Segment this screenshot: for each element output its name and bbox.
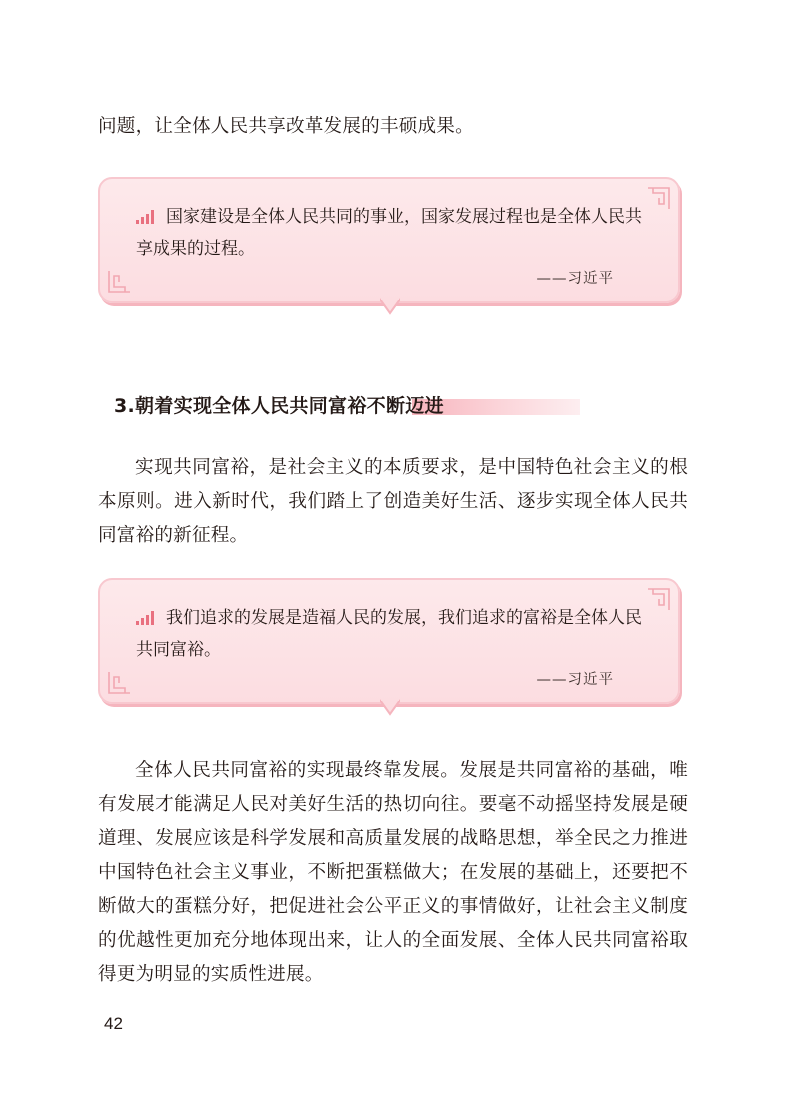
fret-corner-icon [106,269,132,295]
paragraph-development: 全体人民共同富裕的实现最终靠发展。发展是共同富裕的基础，唯有发展才能满足人民对美好生活的热切向往。要毫不动摇坚持发展是硬道理、发展应该是科学发展和高质量发展的战略思想，举全民之力推进中国特色社会主义事业，不断把蛋糕做大；在发展的基础上，还要把不断做大的蛋糕分好，把促进社会公平正义的事情做好，让社会主义制度的优越性更加充分地体现出来，让人的全面发展、全体人民共同富裕取得更为明显的实质性进展。 [98,760,688,985]
speech-tail-icon [380,698,400,718]
section-heading-text: 3.朝着实现全体人民共同富裕不断迈进 [114,395,444,417]
paragraph-continuation: 问题，让全体人民共享改革发展的丰硕成果。 [98,116,474,137]
fret-corner-icon [106,670,132,696]
quote-author: ——习近平 [536,271,614,287]
quote-box [98,578,680,704]
quote-text: 我们追求的发展是造福人民的发展，我们追求的富裕是全体人民共同富裕。 [136,608,642,660]
paragraph-common-prosperity: 实现共同富裕，是社会主义的本质要求，是中国特色社会主义的根本原则。进入新时代，我们踏上了创造美好生活、逐步实现全体人民共同富裕的新征程。 [98,457,688,546]
speech-tail-icon [380,297,400,317]
fret-corner-icon [646,586,672,612]
fret-corner-icon [646,185,672,211]
section-heading [114,391,444,421]
quote-box [98,177,680,303]
quote-text: 国家建设是全体人民共同的事业，国家发展过程也是全体人民共享成果的过程。 [136,207,642,259]
page-number: 42 [104,1014,123,1033]
quote-author: ——习近平 [536,672,614,688]
